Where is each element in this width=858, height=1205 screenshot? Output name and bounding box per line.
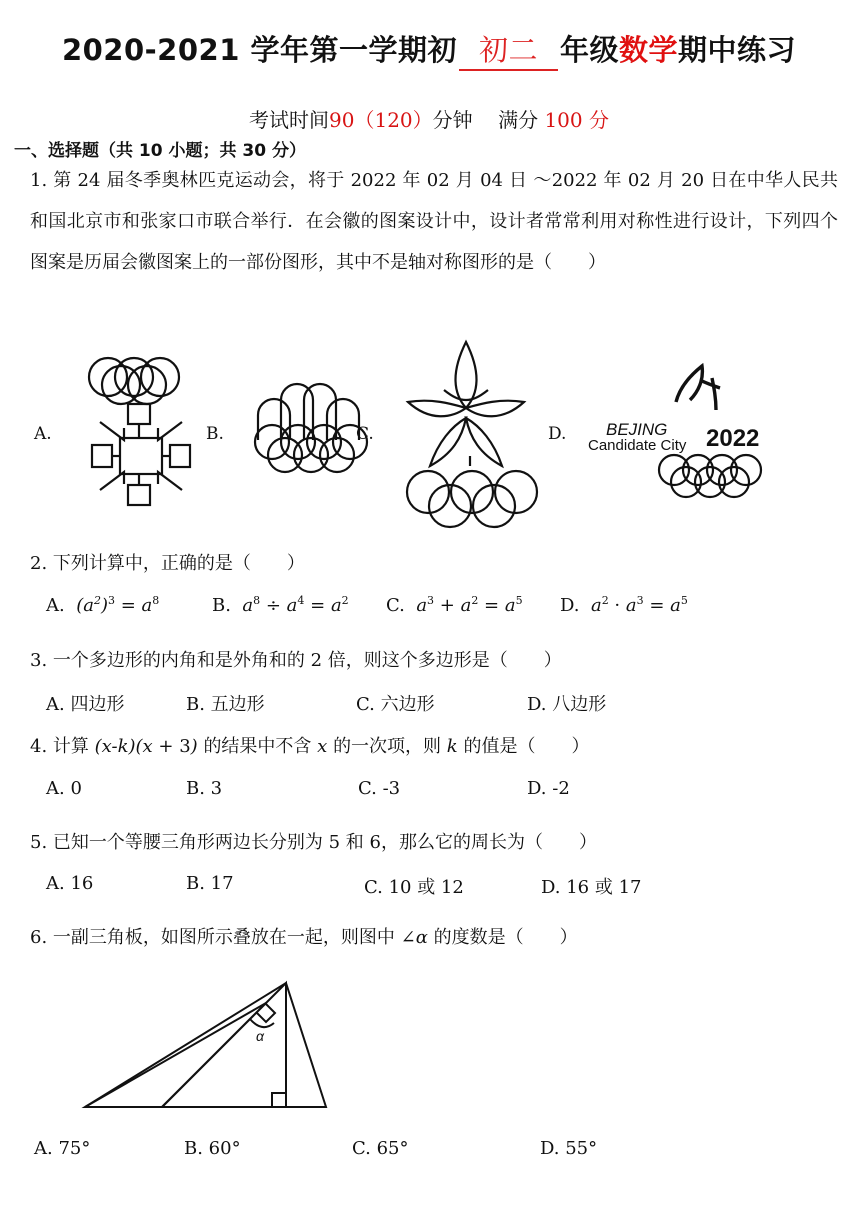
q3-option-a: A. 四边形	[46, 694, 125, 715]
triangle-edge	[85, 1003, 266, 1107]
q5-option-d: D. 16 或 17	[541, 877, 642, 898]
question-4-text: 4. 计算 (x-k)(x + 3) 的结果中不含 x 的一次项，则 k 的值是（ ）	[30, 736, 590, 757]
exam-time-label: 考试时间	[249, 108, 330, 132]
question-1-text: 1. 第 24 届冬季奥林匹克运动会，将于 2022 年 02 月 04 日 ～2022 年 02 月 20 日在中华人民共和国北京市和张家口市联合举行．在会徽的图案设计中，设计者常常利用对称性进行设计，下列四个图案是历届会徽图案上的一部份图形，其中不是轴对称图形的是（ ）	[30, 170, 838, 273]
title-grade: 初二	[459, 28, 558, 71]
q2-option-d: D. $a^2 \cdot a^3 = a^5$	[560, 594, 688, 616]
q6-option-b: B. 60°	[184, 1138, 241, 1159]
q5-option-b: B. 17	[186, 873, 234, 894]
q5-option-a: A. 16	[46, 873, 94, 894]
logo-d-text2: Candidate City	[588, 437, 687, 454]
q2-option-b: B. $a^8 \div a^4 = a^2$	[212, 594, 349, 616]
q4-option-a: A. 0	[46, 778, 82, 799]
logo-b-figure	[255, 384, 367, 472]
angle-alpha-arc	[250, 1019, 274, 1027]
full-score-value: 100 分	[544, 108, 609, 132]
q6-option-a: A. 75°	[34, 1138, 91, 1159]
exam-info	[0, 104, 858, 133]
title-suffix: 期中练习	[678, 33, 797, 67]
q4-option-b: B. 3	[186, 778, 223, 799]
section-heading: 一、选择题（共 10 小题；共 30 分）	[14, 141, 306, 161]
logo-a-figure	[89, 358, 190, 505]
triangle-edge-2	[162, 1003, 266, 1107]
q6-triangle-figure	[70, 975, 350, 1115]
right-angle-mark-bottom	[272, 1093, 286, 1107]
q3-option-b: B. 五边形	[186, 694, 265, 715]
q6-option-c: C. 65°	[352, 1138, 409, 1159]
q4-option-d: D. -2	[527, 778, 570, 799]
q5-option-c: C. 10 或 12	[364, 877, 464, 898]
exam-time-unit: 分钟	[432, 108, 473, 132]
title-prefix: 2020-2021 学年第一学期初	[61, 33, 457, 67]
logo-c-figure	[407, 342, 537, 527]
question-2-text: 2. 下列计算中，正确的是（ ）	[30, 553, 305, 574]
title-mid: 年级	[560, 33, 620, 67]
question-5-text: 5. 已知一个等腰三角形两边长分别为 5 和 6，那么它的周长为（ ）	[30, 832, 597, 853]
question-3-text: 3. 一个多边形的内角和是外角和的 2 倍，则这个多边形是（ ）	[30, 650, 562, 671]
q2-option-a: A. $(a^2)^3 = a^8$	[46, 594, 160, 616]
title-subject: 数学	[619, 33, 679, 67]
q1-figures	[0, 330, 858, 540]
full-score-label: 满分	[498, 108, 539, 132]
logo-d-figure	[588, 366, 761, 497]
q6-option-d: D. 55°	[540, 1138, 598, 1159]
q1-option-a-label: A.	[34, 424, 52, 444]
angle-alpha-label: α	[256, 1028, 264, 1044]
triangle-large	[85, 983, 326, 1107]
q3-option-d: D. 八边形	[527, 694, 607, 715]
q1-option-d-label: D.	[548, 424, 567, 444]
q3-option-c: C. 六边形	[356, 694, 435, 715]
page-title	[0, 28, 858, 71]
q1-option-b-label: B.	[206, 424, 224, 444]
logo-d-year: 2022	[706, 425, 760, 452]
exam-time-value: 90（120）	[329, 108, 433, 132]
q4-option-c: C. -3	[358, 778, 401, 799]
q1-option-c-label: C.	[356, 424, 374, 444]
q2-option-c: C. $a^3 + a^2 = a^5$	[386, 594, 523, 616]
question-6-text: 6. 一副三角板，如图所示叠放在一起，则图中 ∠α 的度数是（ ）	[30, 927, 578, 948]
logo-d-text1: BEJING	[606, 420, 668, 439]
